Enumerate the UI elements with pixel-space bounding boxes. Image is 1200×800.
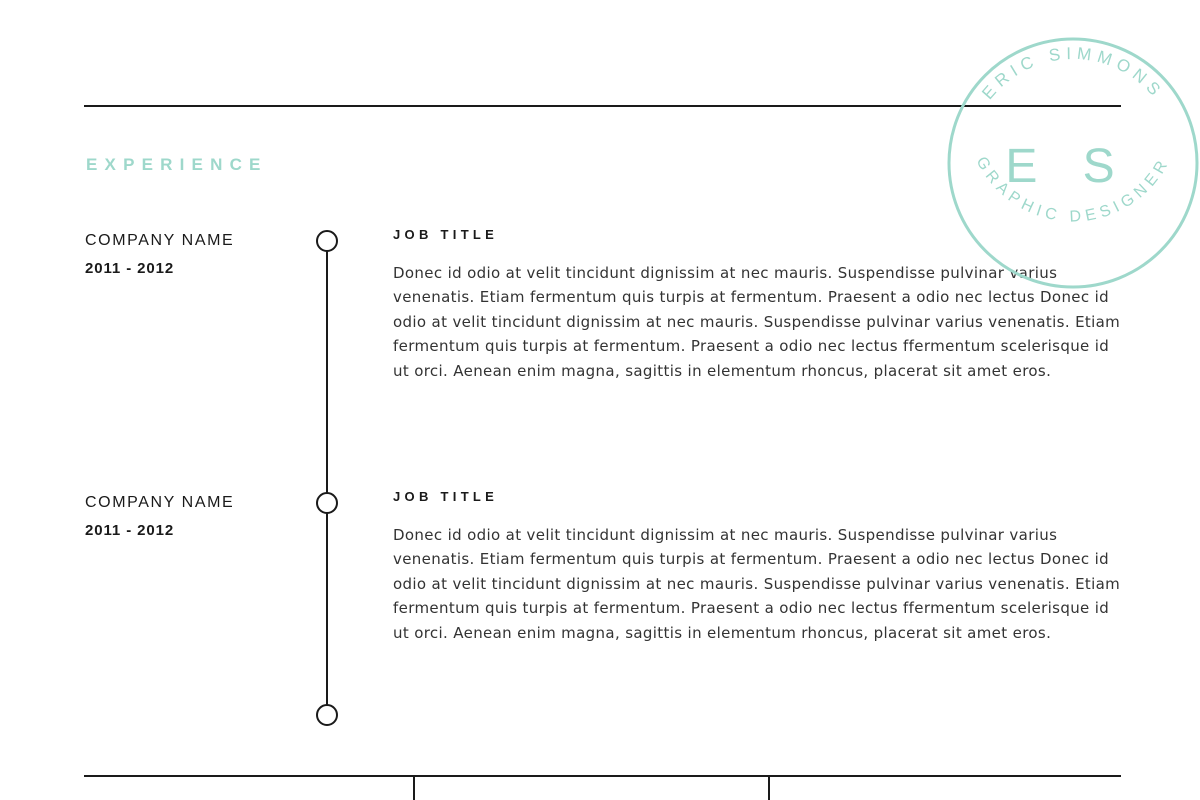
company-name: COMPANY NAME (85, 494, 235, 511)
employment-years: 2011 - 2012 (85, 522, 175, 539)
employment-years: 2011 - 2012 (85, 260, 175, 277)
stamp-name: ERIC SIMMONS (978, 43, 1168, 104)
timeline-node (317, 231, 337, 251)
job-description: Donec id odio at velit tincidunt dignissim at nec mauris. Suspendisse pulvinar varius venenatis. Etiam fermentum quis turpis at fermentum. Praesent a odio nec lectus Donec id odio at velit tincidunt dignissim at nec mauris. Suspendisse pulvinar varius venenatis. Etiam fermentum quis turpis at fermentum. Praesent a odio nec lectus ffermentum scelerisque id ut orci. Aenean enim magna, sagittis in elementum rhoncus, placerat sit amet eros. (393, 264, 1121, 380)
timeline-node (317, 705, 337, 725)
stamp-monogram: E S (1005, 140, 1131, 193)
job-title: JOB TITLE (393, 227, 499, 242)
logo-stamp (940, 30, 1200, 296)
company-name: COMPANY NAME (85, 232, 235, 249)
timeline-node (317, 493, 337, 513)
stamp-role: GRAPHIC DESIGNER (972, 153, 1174, 226)
job-description: Donec id odio at velit tincidunt dignissim at nec mauris. Suspendisse pulvinar varius venenatis. Etiam fermentum quis turpis at fermentum. Praesent a odio nec lectus Donec id odio at velit tincidunt dignissim at nec mauris. Suspendisse pulvinar varius venenatis. Etiam fermentum quis turpis at fermentum. Praesent a odio nec lectus ffermentum scelerisque id ut orci. Aenean enim magna, sagittis in elementum rhoncus, placerat sit amet eros. (393, 526, 1121, 642)
section-heading-experience: EXPERIENCE (86, 155, 268, 174)
job-title: JOB TITLE (393, 489, 499, 504)
